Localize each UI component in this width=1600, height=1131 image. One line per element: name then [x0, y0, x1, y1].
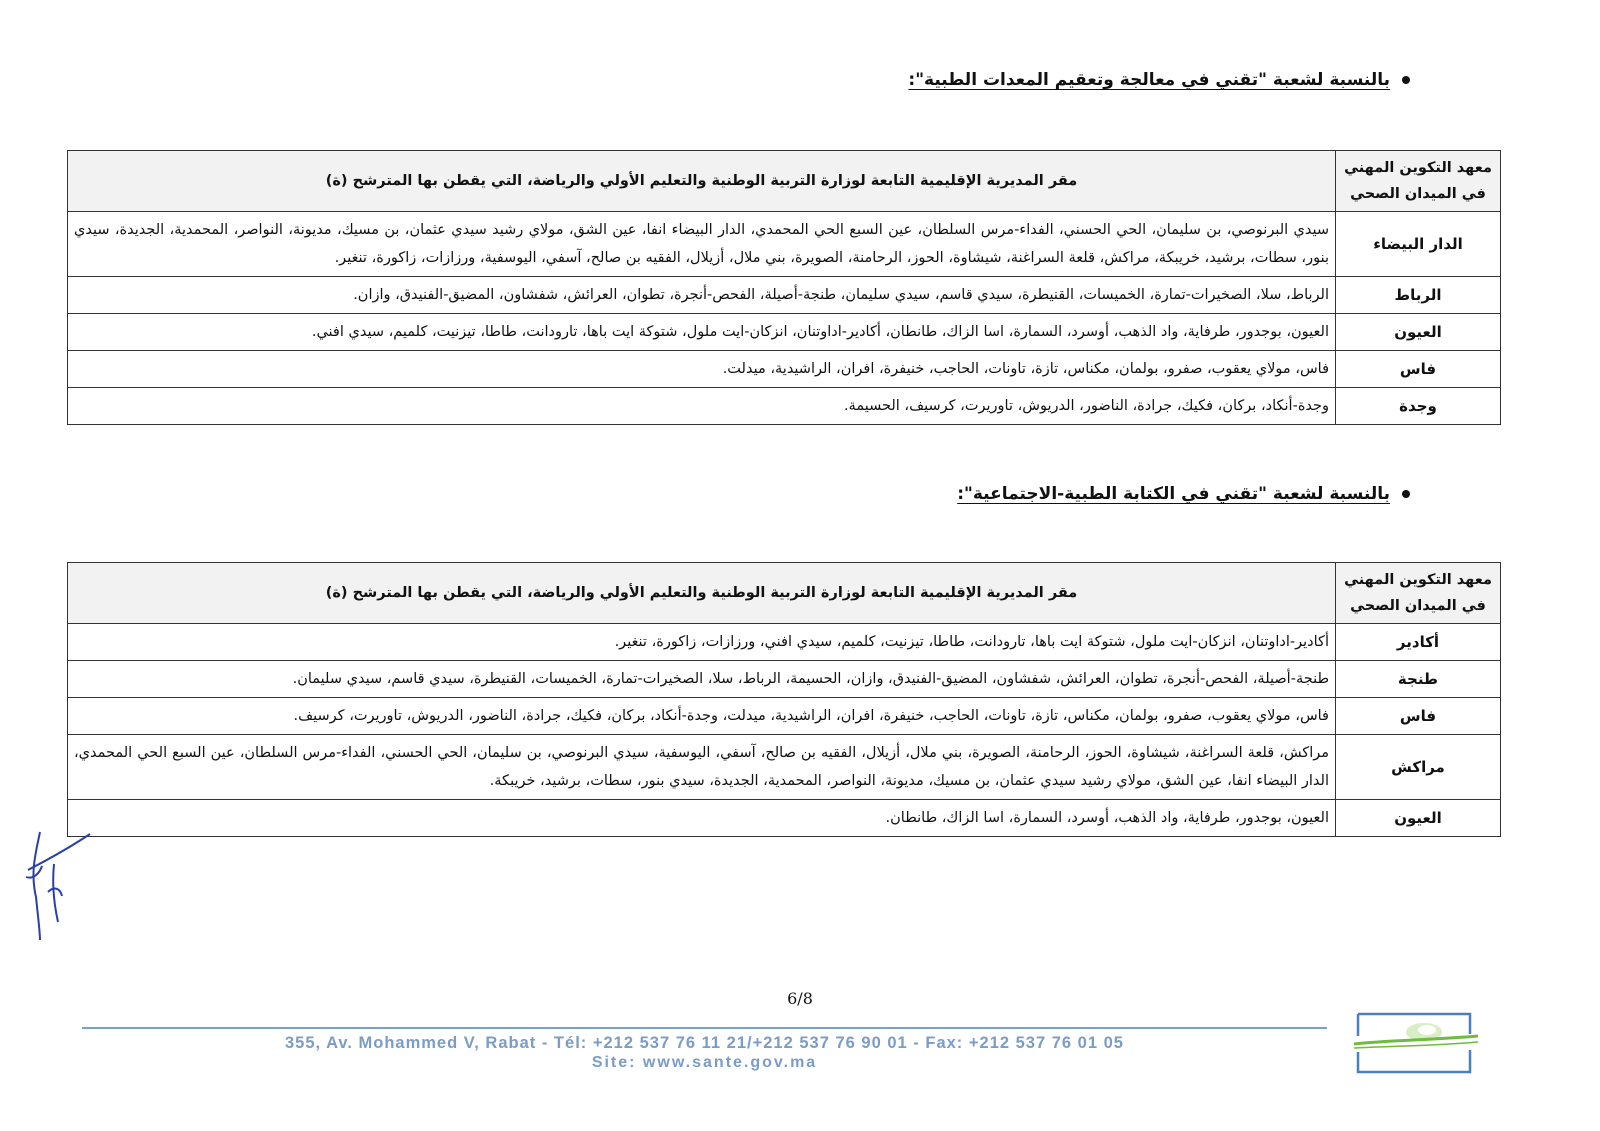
table-header-row	[68, 151, 1501, 212]
bullet-icon	[1402, 490, 1410, 498]
city-cell: أكادير	[1336, 624, 1501, 661]
directorates-cell: الرباط، سلا، الصخيرات-تمارة، الخميسات، القنيطرة، سيدي قاسم، سيدي سليمان، طنجة-أصيلة، الفحص-أنجرة، تطوان، العرائش، شفشاون، المضيق-الفنيدق، وازان.	[68, 277, 1336, 314]
table-row	[68, 698, 1501, 735]
bullet-icon	[1402, 76, 1410, 84]
header-institute-cell: معهد التكوين المهني في الميدان الصحي	[1336, 563, 1501, 624]
city-cell: الدار البيضاء	[1336, 212, 1501, 277]
header-directorate-cell: مقر المديرية الإقليمية التابعة لوزارة التربية الوطنية والتعليم الأولي والرياضة، التي يقطن بها المترشح (ة)	[68, 151, 1336, 212]
section1-heading-text: بالنسبة لشعبة "تقني في معالجة وتعقيم المعدات الطبية":	[908, 70, 1390, 90]
header-directorate-cell: مقر المديرية الإقليمية التابعة لوزارة التربية الوطنية والتعليم الأولي والرياضة، التي يقطن بها المترشح (ة)	[68, 563, 1336, 624]
directorates-cell: فاس، مولاي يعقوب، صفرو، بولمان، مكناس، تازة، تاونات، الحاجب، خنيفرة، افران، الراشيدية، ميدلت، وجدة-أنكاد، بركان، فكيك، جرادة، الناضور، الدريوش، تاوريرت، كرسيف.	[68, 698, 1336, 735]
table-row	[68, 212, 1501, 277]
directorates-cell: وجدة-أنكاد، بركان، فكيك، جرادة، الناضور، الدريوش، تاوريرت، كرسيف، الحسيمة.	[68, 388, 1336, 425]
table-row	[68, 388, 1501, 425]
directorates-cell: مراكش، قلعة السراغنة، شيشاوة، الحوز، الرحامنة، الصويرة، بني ملال، أزيلال، الفقيه بن صالح، آسفي، اليوسفية، سيدي البرنوصي، بن سليمان، الحي الحسني، الفداء-مرس السلطان، عين السبع الحي المحمدي، الدار البيضاء انفا، عين الشق، مولاي رشيد سيدي عثمان، بن مسيك، مديونة، النواصر، المحمدية، الجديدة، سيدي بنور، سطات، برشيد، خريبكة.	[68, 735, 1336, 800]
city-cell: العيون	[1336, 800, 1501, 837]
table-header-row	[68, 563, 1501, 624]
table-row	[68, 800, 1501, 837]
section2-table	[67, 562, 1501, 837]
section1-table	[67, 150, 1501, 425]
table-row	[68, 661, 1501, 698]
city-cell: فاس	[1336, 698, 1501, 735]
table-row	[68, 351, 1501, 388]
footer-divider	[82, 1027, 1327, 1029]
directorates-cell: فاس، مولاي يعقوب، صفرو، بولمان، مكناس، تازة، تاونات، الحاجب، خنيفرة، افران، الراشيدية، ميدلت.	[68, 351, 1336, 388]
section2-heading	[957, 484, 1410, 504]
table-row	[68, 624, 1501, 661]
table-row	[68, 735, 1501, 800]
signature-icon	[18, 822, 98, 947]
footer-address: 355, Av. Mohammed V, Rabat - Tél: +212 537 76 11 21/+212 537 76 90 01 - Fax: +212 537 76 01 05	[285, 1034, 1124, 1052]
ministry-logo-icon	[1352, 1010, 1480, 1078]
directorates-cell: طنجة-أصيلة، الفحص-أنجرة، تطوان، العرائش، شفشاون، المضيق-الفنيدق، وازان، الحسيمة، الرباط، سلا، الصخيرات-تمارة، الخميسات، القنيطرة، سيدي قاسم، سيدي سليمان.	[68, 661, 1336, 698]
city-cell: الرباط	[1336, 277, 1501, 314]
header-institute-cell: معهد التكوين المهني في الميدان الصحي	[1336, 151, 1501, 212]
table-row	[68, 314, 1501, 351]
city-cell: طنجة	[1336, 661, 1501, 698]
page-number: 6/8	[787, 989, 813, 1008]
directorates-cell: سيدي البرنوصي، بن سليمان، الحي الحسني، الفداء-مرس السلطان، عين السبع الحي المحمدي، الدار البيضاء انفا، عين الشق، مولاي رشيد سيدي عثمان، بن مسيك، مديونة، النواصر، المحمدية، الجديدة، سيدي بنور، سطات، برشيد، خريبكة، مراكش، قلعة السراغنة، شيشاوة، الحوز، الرحامنة، الصويرة، بني ملال، أزيلال، الفقيه بن صالح، آسفي، اليوسفية، ورزازات، زاكورة، تنغير.	[68, 212, 1336, 277]
directorates-cell: أكادير-اداوتنان، انزكان-ايت ملول، شتوكة ايت باها، تارودانت، طاطا، تيزنيت، كلميم، سيدي افني، ورزازات، زاكورة، تنغير.	[68, 624, 1336, 661]
city-cell: وجدة	[1336, 388, 1501, 425]
directorates-cell: العيون، بوجدور، طرفاية، واد الذهب، أوسرد، السمارة، اسا الزاك، طانطان.	[68, 800, 1336, 837]
city-cell: فاس	[1336, 351, 1501, 388]
city-cell: مراكش	[1336, 735, 1501, 800]
directorates-cell: العيون، بوجدور، طرفاية، واد الذهب، أوسرد، السمارة، اسا الزاك، طانطان، أكادير-اداوتنان، انزكان-ايت ملول، شتوكة ايت باها، تارودانت، طاطا، تيزنيت، كلميم، سيدي افني.	[68, 314, 1336, 351]
section2-heading-text: بالنسبة لشعبة "تقني في الكتابة الطبية-الاجتماعية":	[957, 484, 1390, 504]
table-row	[68, 277, 1501, 314]
footer-site: Site: www.sante.gov.ma	[591, 1054, 818, 1071]
section1-heading	[908, 70, 1410, 90]
city-cell: العيون	[1336, 314, 1501, 351]
